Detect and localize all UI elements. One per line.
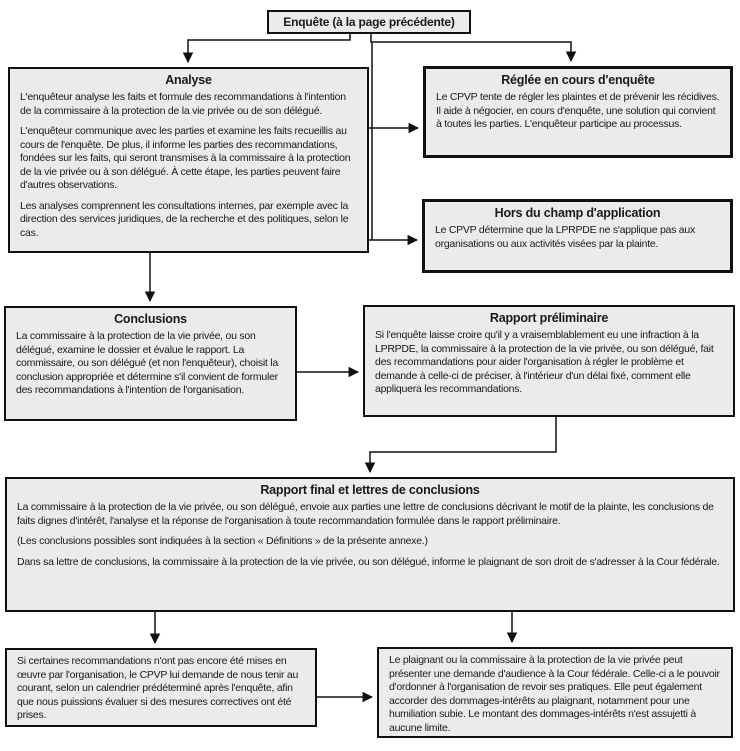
hors-champ-box (422, 199, 733, 273)
rapport-final-paragraph-1: La commissaire à la protection de la vie privée, ou son délégué, envoie aux parties une lettre de conclusions décrivant le motif de la plainte, les conclusions de faits dignes d'intérêt, l'analyse et la réponse de l'organisation à toute recommandation formulée dans le rapport préliminaire. (17, 501, 714, 527)
reglee-paragraph: Le CPVP tente de régler les plaintes et de prévenir les récidives. Il aide à négocier, en cours d'enquête, une solution qui convient à toutes les parties. L'enquêteur participe au processus. (436, 91, 720, 130)
conclusions-box (4, 306, 297, 421)
conclusions-box-title: Conclusions (114, 312, 187, 326)
suivi-recommandations-box (5, 648, 317, 727)
reglee-box-title: Réglée en cours d'enquête (501, 73, 655, 87)
analyse-paragraph-1: L'enquêteur analyse les faits et formule des recommandations à l'intention de la commissaire à la protection de la vie privée ou de son délégué. (20, 91, 346, 117)
cour-federale-paragraph: Le plaignant ou la commissaire à la protection de la vie privée peut présenter une demande d'audience à la Cour fédérale. Celle-ci a le pouvoir d'ordonner à l'organisation de revoir ses pratiques. Elle peut également accorder des dommages-intérêts au plaignant, notamment pour une humiliation subie. Le montant des dommages-intérêts n'est assujetti à aucune limite. (389, 654, 720, 734)
reglee-en-cours-box (423, 66, 733, 158)
rapport-final-box-title: Rapport final et lettres de conclusions (260, 483, 480, 497)
hors-champ-paragraph: Le CPVP détermine que la LPRPDE ne s'applique pas aux organisations ou aux activités visées par la plainte. (435, 224, 695, 250)
conclusions-paragraph: La commissaire à la protection de la vie privée, ou son délégué, examine le dossier et évalue le rapport. La commissaire, ou son délégué (et non l'enquêteur), choisit la conclusion appropriée et détermine s'il convient de formuler des recommandations à l'intention de l'organisation. (16, 330, 278, 396)
rapport-preliminaire-paragraph: Si l'enquête laisse croire qu'il y a vraisemblablement eu une infraction à la LPRPDE, la commissaire à la protection de la vie privée, ou son délégué, fait des recommandations pour aider l'organisation à régler le problème et demande à celle-ci de préciser, à l'intérieur d'un délai fixé, comment elle appliquera les recommandations. (375, 329, 714, 395)
cour-federale-box (377, 647, 733, 738)
rapport-preliminaire-box (363, 305, 735, 417)
rapport-final-paragraph-3: Dans sa lettre de conclusions, la commissaire à la protection de la vie privée, ou son délégué, informe le plaignant de son droit de s'adresser à la Cour fédérale. (17, 555, 720, 568)
rapport-final-box (5, 477, 735, 612)
analyse-paragraph-3: Les analyses comprennent les consultations internes, par exemple avec la direction des services juridiques, de la recherche et des politiques, selon le cas. (20, 199, 349, 239)
suivi-paragraph: Si certaines recommandations n'ont pas encore été mises en œuvre par l'organisation, le CPVP lui demande de nous tenir au courant, selon un calendrier prédéterminé après l'enquête, afin que nous puissions évaluer si des mesures correctives ont été prises. (17, 655, 299, 721)
rapport-final-paragraph-2: (Les conclusions possibles sont indiquées à la section « Définitions » de la présente annexe.) (17, 535, 428, 547)
analyse-box-title: Analyse (165, 73, 212, 87)
analyse-paragraph-2: L'enquêteur communique avec les parties et examine les faits recueillis au cours de l'enquête. De plus, il informe les parties des recommandations, fondées sur les faits, qui seront transmises à la commissaire à la protection de la vie privée ou à son délégué. À cette étape, les parties peuvent faire d'autres observations. (20, 125, 351, 191)
enquete-box-label: Enquête (à la page précédente) (283, 15, 455, 29)
rapport-preliminaire-box-title: Rapport préliminaire (489, 311, 609, 325)
hors-champ-box-title: Hors du champ d'application (494, 206, 661, 220)
enquete-box (267, 10, 471, 34)
analyse-box (8, 67, 369, 253)
